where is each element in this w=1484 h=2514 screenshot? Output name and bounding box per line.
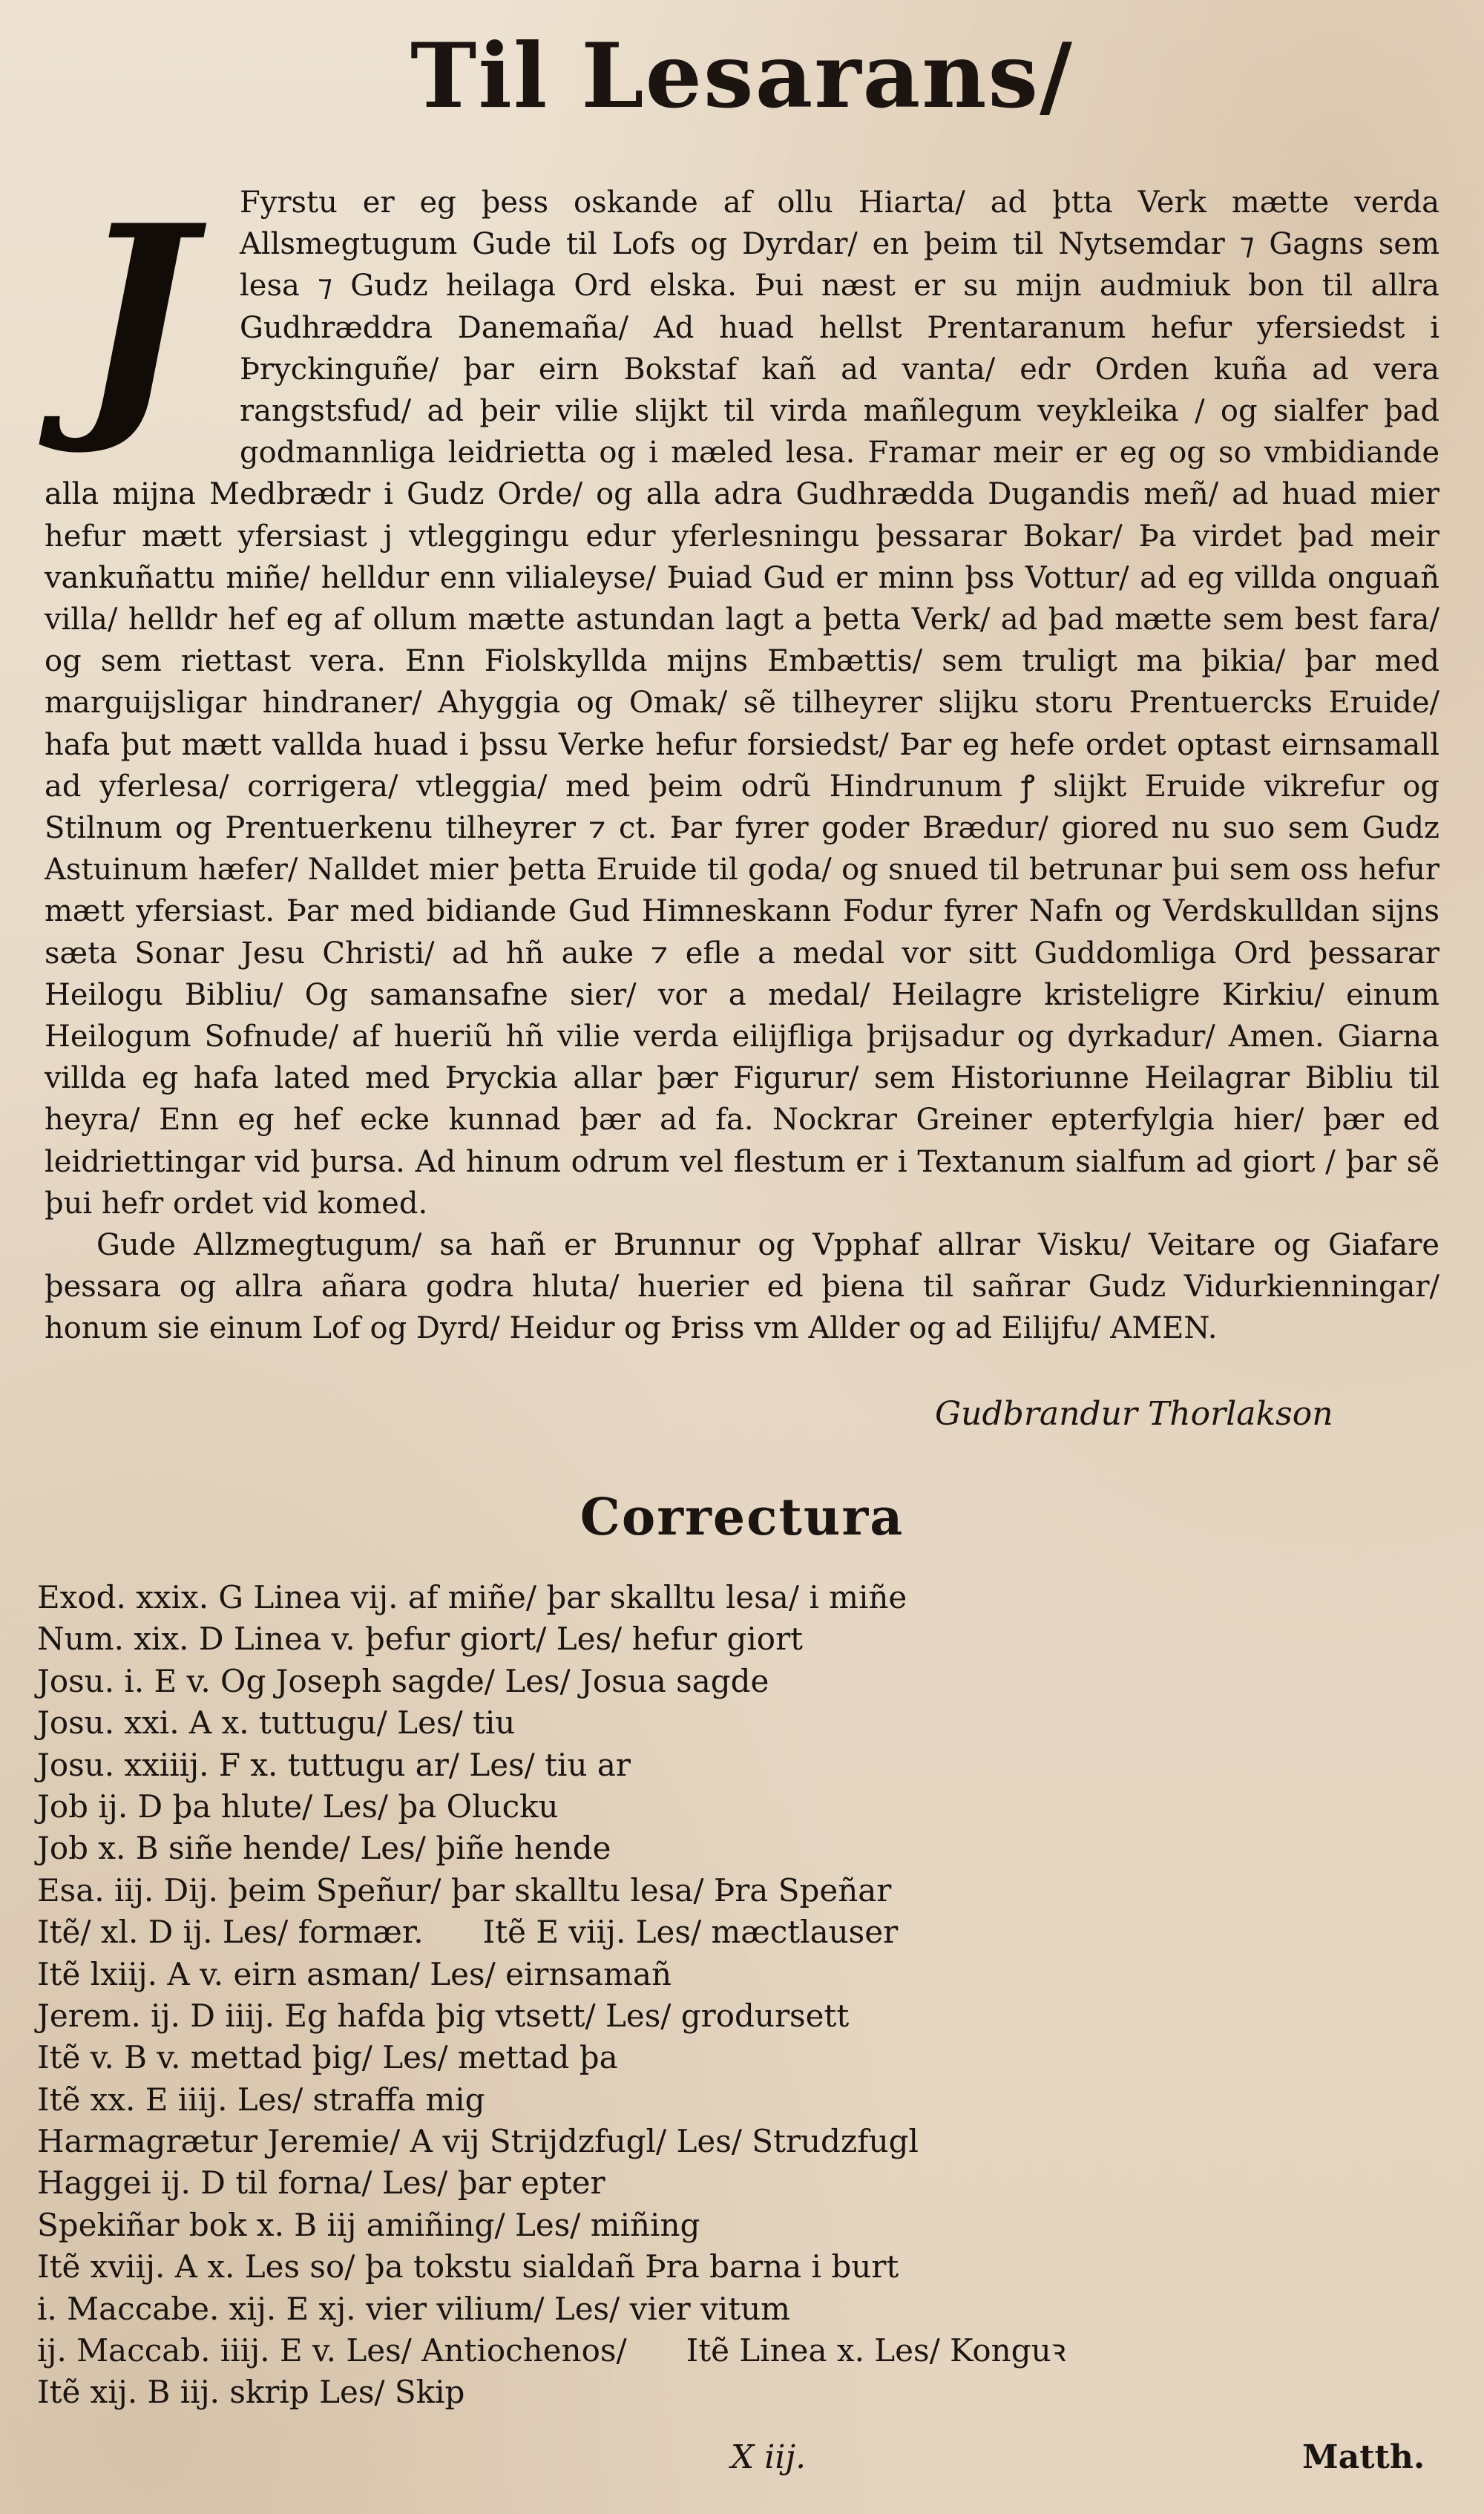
correction-text: Itẽ xij. B iij. skrip Les/ Skip [37,2374,465,2411]
correction-text: i. Maccabe. xij. E xj. vier vilium/ Les/ vier vitum [37,2290,790,2327]
correction-line [37,1911,1447,1953]
preface-paragraph-1 [45,171,1439,1224]
correction-text: Itẽ/ xl. D ij. Les/ formær. [37,1914,424,1951]
signature: Gudbrandur Thorlakson [935,1395,1333,1433]
correction-extra: Itẽ E viij. Les/ mæctlauser [482,1914,899,1951]
preface-paragraph-1-text: Fyrstu er eg þess oskande af ollu Hiarta/ ad þtta Verk mætte verda Allsmegtugum Gude til Lofs og Dyrdar/ en þeim til Nytsemdar ⁊ Gagns sem lesa ⁊ Gudz heilaga Ord elska. Þui næst er su mijn audmiuk bon til allra Gudhræddra Danemañа/ Ad huad hellst Prentaranum hefur yfersiedst i Þryckinguñe/ þar eirn Bokstaf kañ ad vanta/ edr Orden kuñа ad vera rangstsfud/ ad þeir vilie slijkt til virda mañlegum veykleika / og sialfer þad godmannliga leidrietta og i mæled lesa. Framar meir er eg og so vmbidiande alla mijna Medbrædr i Gudz Orde/ og alla adra Gudhrædda Dugandis meñ/ ad huad mier hefur mætt yfersiast j vtleggingu edur yferlesningu þessarar Bokar/ Þa virdet þad meir vankuñattu miñe/ helldur enn vilialeyse/ Þuiad Gud er minn þss Vottur/ ad eg villda onguañ villa/ helldr hef eg af ollum mætte astundan lagt a þetta Verk/ ad þad mætte sem best fara/ og sem riettast vera. Enn Fiolskyllda mijns Embættis/ sem truligt ma þikia/ þar med marguijsligar hindraner/ Ahyggia og Omak/ sẽ tilheyrer slijku storu Prentuercks Eruide/ hafa þut mætt vallda huad i þssu Verke hefur forsiedst/ Þar eg hefe ordet optast eirnsamall ad yferlesa/ corrigera/ vtleggia/ med þeim odrũ Hindrunum ꝭ slijkt Eruide vikrefur og Stilnum og Prentuerkenu tilheyrer ⁊ ct. Þar fyrer goder Brædur/ giored nu suo sem Gudz Astuinum hæfer/ Nalldet mier þetta Eruide til goda/ og snued til betrunar þui sem oss hefur mætt yfersiast. Þar med bidiande Gud Himneskann Fodur fyrer Nafn og Verdskulldan sijns sæta Sonar Jesu Christi/ ad hñ auke ⁊ efle a medal vor sitt Guddomliga Ord þessarar Heilogu Bibliu/ Og samansafnе sier/ vor a medal/ Heilagre kristeligre Kirkiu/ einum Heilogum Sofnude/ af hueriũ hñ vilie verda eilijfliga þrijsadur og dyrkadur/ Amen. Giarna villda eg hafa lated med Þryckia allar þær Figurur/ sem Historiunne Heilagrar Bibliu til heyra/ Enn eg hef ecke kunnad þær ad fa. Nockrar Greiner epterfylgia hier/ þær ed leidriettingar vid þursa. Ad hinum odrum vel flestum er i Textanum sialfum ad giort / þar sẽ þui hefr ordet vid komed. [45,186,1439,1221]
correctura-heading: Correctura [580,1488,904,1547]
decorated-initial: J [77,171,194,459]
correction-text: Josu. i. E v. Og Joseph sagde/ Les/ Josua sagde [37,1662,769,1699]
correction-line [37,2037,1447,2078]
correction-line [37,2330,1447,2372]
page-title: Til Lesarans/ [410,24,1074,128]
preface-text [45,171,1439,1350]
correction-line [37,1954,1447,1995]
correction-line [37,1995,1447,2037]
correctura-list [37,1577,1447,2414]
signature-mark: X iij. [731,2438,807,2476]
correction-line [37,2121,1447,2162]
correction-text: Esa. iij. Dij. þeim Speñur/ þar skalltu lesa/ Þra Speñar [37,1871,892,1909]
correction-line [37,1577,1447,1618]
correction-text: Josu. xxiiij. F x. tuttugu ar/ Les/ tiu ar [37,1746,631,1783]
correction-text: ij. Maccab. iiij. E v. Les/ Antiochenos/ [37,2332,627,2369]
correction-line [37,2162,1447,2204]
correction-text: Haggei ij. D til forna/ Les/ þar epter [37,2165,605,2202]
correction-text: Job x. B siñе hende/ Les/ þiñе hende [37,1830,611,1867]
catchword: Matth. [1302,2438,1425,2476]
correction-line [37,1745,1447,1786]
correction-text: Harmagrætur Jeremie/ A vij Strijdzfugl/ Les/ Strudzfugl [37,2123,919,2160]
correction-line [37,2079,1447,2121]
correction-text: Job ij. D þa hlute/ Les/ þa Olucku [37,1788,559,1825]
correction-text: Josu. xxi. A x. tuttugu/ Les/ tiu [37,1704,516,1742]
preface-paragraph-2: Gude Allzmegtugum/ sa hañ er Brunnur og Vpphaf allrar Visku/ Veitare og Giafare þessara og allra añara godra hluta/ huerier ed þiena til sañrar Gudz Vidurkienningar/ honum sie einum Lof og Dyrd/ Heidur og Þriss vm Allder og ad Eilijfu/ AMEN. [45,1228,1439,1346]
correction-text: Jerem. ij. D iiij. Eg hafda þig vtsett/ Les/ grodursett [37,1997,850,2034]
correction-text: Exod. xxix. G Linea vij. af miñе/ þar skalltu lesa/ i miñе [37,1579,907,1615]
correction-text: Itẽ xx. E iiij. Les/ straffa mig [37,2081,485,2118]
correction-line [37,1828,1447,1869]
correction-text: Itẽ lxiij. A v. eirn asman/ Les/ eirnsamañ [37,1955,672,1992]
correction-line [37,1870,1447,1911]
correction-text: Num. xix. D Linea v. þefur giort/ Les/ hefur giort [37,1621,804,1658]
correction-line [37,2288,1447,2330]
correction-line [37,1702,1447,1744]
correction-line [37,1661,1447,1702]
correction-text: Spekiñar bok x. B iij amiñing/ Les/ miñing [37,2206,700,2243]
correction-line [37,2372,1447,2413]
correction-extra: Itẽ Linea x. Les/ Konguꝛ [686,2332,1066,2369]
correction-line [37,2205,1447,2246]
correction-text: Itẽ v. B v. mettad þig/ Les/ mettad þa [37,2039,618,2076]
correction-line [37,2246,1447,2288]
correction-text: Itẽ xviij. A x. Les so/ þa tokstu sialdañ Þra barna i burt [37,2248,899,2285]
correction-line [37,1786,1447,1828]
correction-line [37,1618,1447,1660]
